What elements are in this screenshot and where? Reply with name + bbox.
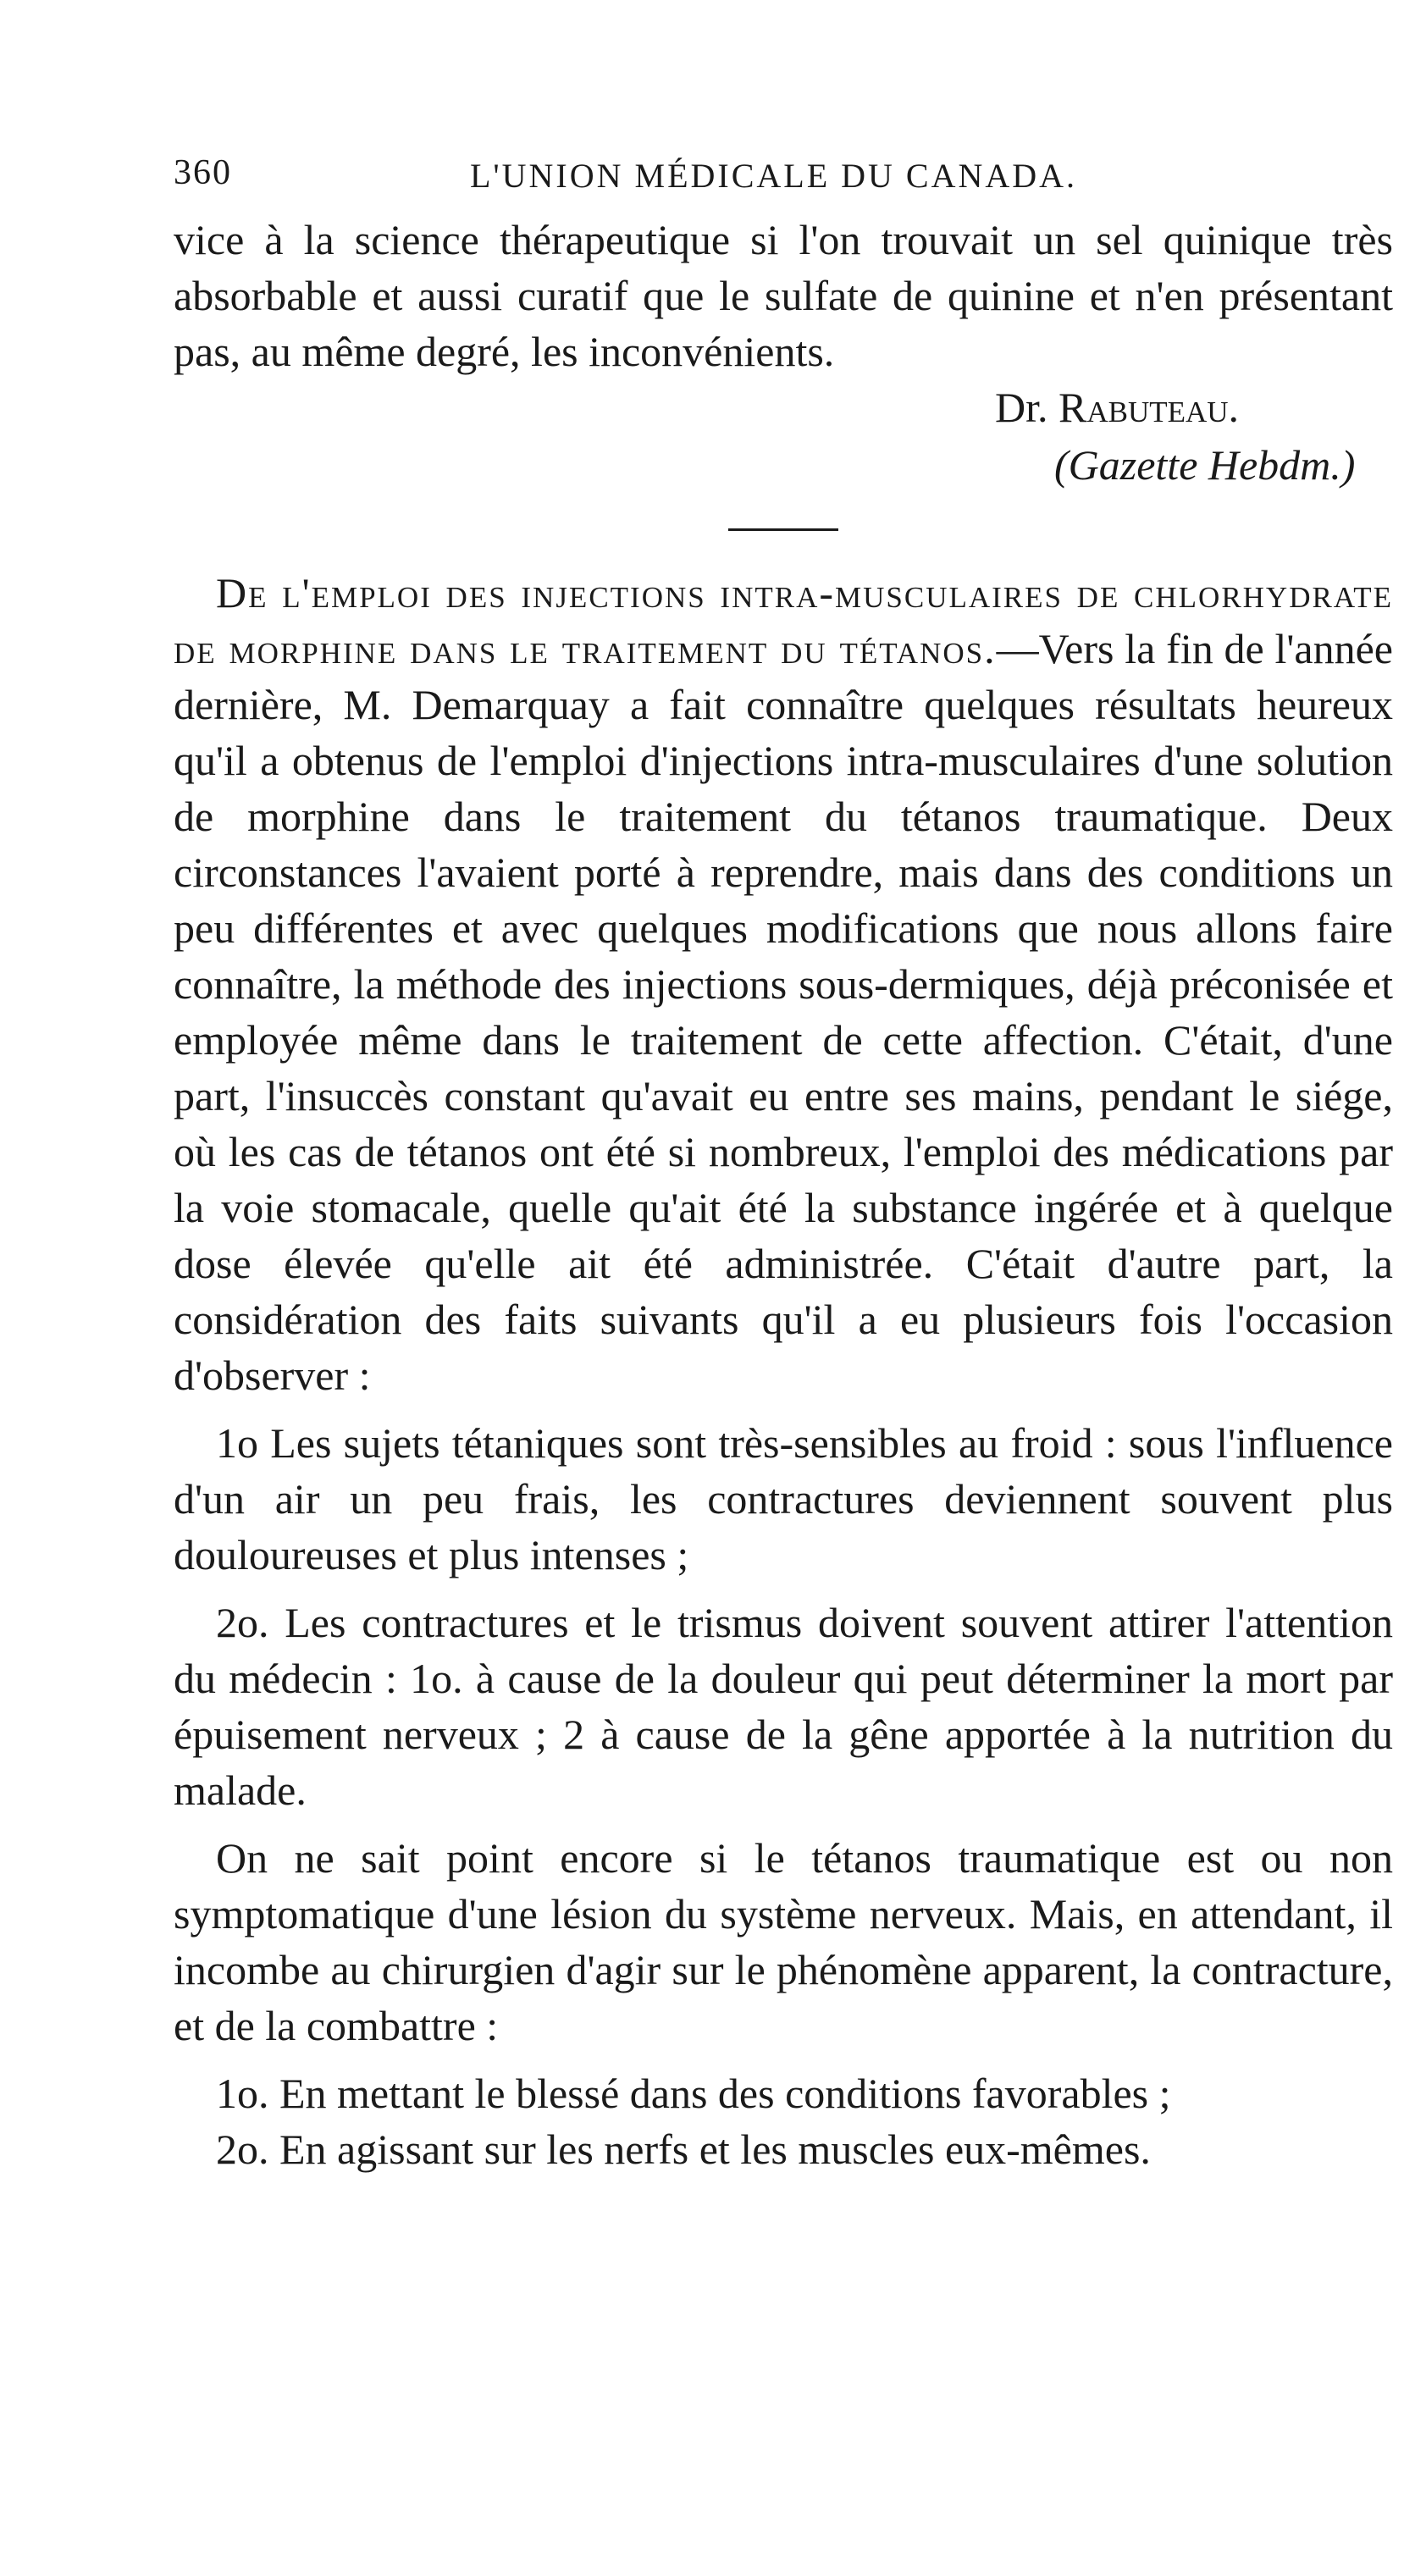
article-heading: De l'emploi des injections intra-musculaires de chlorhydrate de morphine dans le traitement du tétanos. [174,569,1393,672]
author-name: Rabuteau. [1059,384,1240,431]
method-item-1: 1o. En mettant le blessé dans des conditions favorables ; [216,2070,1171,2117]
author-title: Dr. [995,384,1048,431]
page-number: 360 [174,153,232,192]
section-divider [728,528,838,531]
article-paragraph: On ne sait point encore si le tétanos traumatique est ou non symptomatique d'une lésion du système nerveux. Mais, en attendant, il incombe au chirurgien d'agir sur le phénomène apparent, la contracture, et de la combattre : [174,1834,1393,2049]
method-item-2: 2o. En agissant sur les nerfs et les muscles eux-mêmes. [216,2125,1151,2173]
article-section [174,565,1393,2177]
running-head [174,152,1393,212]
journal-title: L'UNION MÉDICALE DU CANADA. [470,157,1078,195]
article-intro-paragraph [174,565,1393,1403]
article-body [174,212,1393,379]
numbered-point-1: 1o Les sujets tétaniques sont très-sensibles au froid : sous l'influence d'un air un peu frais, les contractures deviennent souvent plus douloureuses et plus intenses ; [174,1419,1393,1578]
continuation-paragraph: vice à la science thérapeutique si l'on trouvait un sel quinique très absorbable et aussi curatif que le sulfate de quinine et n'en présentant pas, au même degré, les inconvénients. [174,216,1393,375]
article-intro: —Vers la fin de l'année dernière, M. Demarquay a fait connaître quelques résultats heureux qu'il a obtenus de l'emploi d'injections intra-musculaires d'une solution de morphine dans le traitement du tétanos traumatique. Deux circonstances l'avaient porté à reprendre, mais dans des conditions un peu différentes et avec quelques modifications que nous allons faire connaître, la méthode des injections sous-dermiques, déjà préconisée et employée même dans le traitement de cette affection. C'était, d'une part, l'insuccès constant qu'avait eu entre ses mains, pendant le siége, où les cas de tétanos ont été si nombreux, l'emploi des médications par la voie stomacale, quelle qu'ait été la substance ingérée et à quelque dose élevée qu'elle ait été administrée. C'était d'autre part, la considération des faits suivants qu'il a eu plusieurs fois l'occasion d'observer : [174,625,1394,1399]
source-citation: (Gazette Hebdm.) [1054,441,1356,489]
journal-page [174,152,1393,2177]
author-signature [174,379,1393,435]
numbered-point-2: 2o. Les contractures et le trismus doivent souvent attirer l'attention du médecin : 1o. à cause de la douleur qui peut déterminer la mort par épuisement nerveux ; 2 à cause de la gêne apportée à la nutrition du malade. [174,1599,1393,1814]
